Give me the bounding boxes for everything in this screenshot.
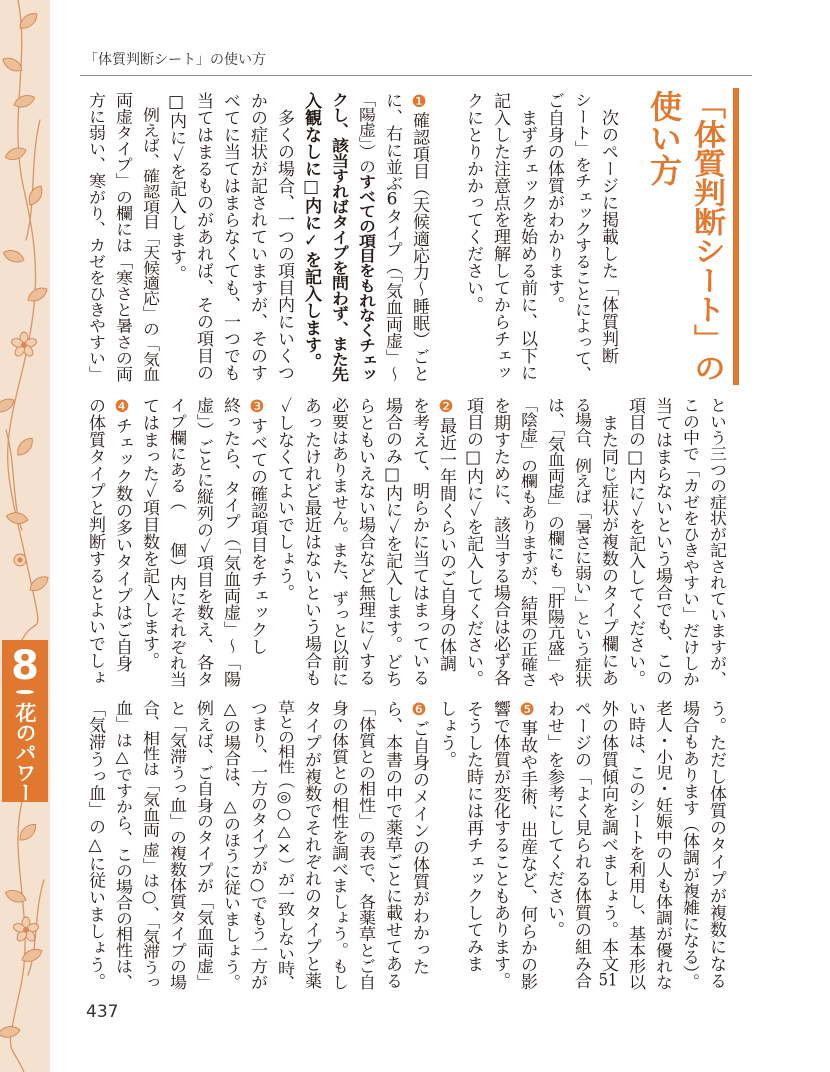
text-column (135, 397, 162, 689)
text-column (567, 700, 594, 992)
text-column (702, 397, 729, 687)
text-run: る場合、例えば「暑さに弱い」という症状 (571, 397, 591, 687)
upright-number: 51 (598, 972, 618, 989)
text-column (81, 92, 108, 382)
chapter-title: 花のパワー (13, 702, 37, 803)
text-column (702, 700, 729, 992)
text-run: 「体質との相性」の表で、各薬草とご自 (355, 700, 375, 990)
emphasis-text: すべての項目をもれなくチェッ (355, 173, 375, 382)
text-column (270, 700, 297, 991)
text-run: 必要はありません。また、ずっと以前に (328, 397, 348, 687)
text-column (270, 397, 297, 689)
text-column (189, 397, 216, 688)
page-number: 437 (86, 1002, 119, 1022)
text-column (351, 92, 378, 382)
text-run: 場合もあります（体調が複雑になる）。 (679, 700, 699, 991)
text-run: タイプが複数でそれぞれのタイプと薬 (301, 700, 321, 989)
text-column (432, 397, 459, 689)
text-run: すべての確認項目をチェックし (247, 417, 267, 655)
text-run: 外の体質傾向を調べましょう。本文 (598, 700, 618, 972)
text-column (378, 92, 405, 383)
text-run: 項目の□内に✓を記入してください。 (463, 397, 483, 688)
text-column (405, 92, 432, 382)
text-run: 事故や手術、出産など、何らかの影 (517, 719, 537, 991)
running-header: 「体質判断シート」の使い方 (84, 52, 266, 68)
text-column (459, 92, 486, 384)
text-column (216, 397, 243, 688)
text-run: に、右に並ぶ (382, 92, 402, 192)
emphasis-text: クし、該当すればタイプを問わず、また先 (328, 92, 348, 382)
text-column (81, 397, 108, 689)
text-run: べてに当てはまらなくても、一つでも (220, 92, 240, 381)
item-number: ❺ (517, 700, 537, 720)
text-run: 身の体質との相性を調べましょう。もし (328, 700, 348, 990)
text-tier-middle (81, 397, 729, 689)
text-run: 例えば、ご自身のタイプが「気血両虚」 (193, 700, 213, 990)
text-run: しょう。 (436, 700, 456, 768)
text-run: 両虚タイプ」の欄には「寒さと暑さの両 (112, 92, 132, 382)
text-run: ら、本書の中で薬草ごとに載せてある (382, 700, 402, 989)
text-column (189, 92, 216, 384)
text-run: ✓しなくてよいでしょう。 (274, 397, 294, 601)
text-column (378, 700, 405, 992)
item-number: ❹ (112, 397, 132, 417)
text-run: 次のページに掲載した「体質判断 (598, 92, 618, 364)
text-run: チェック数の多いタイプはご自身 (112, 417, 132, 672)
text-tier-top (81, 92, 621, 384)
text-column (675, 700, 702, 991)
text-column (513, 700, 540, 990)
text-column (648, 700, 675, 990)
text-column (108, 397, 135, 689)
text-run: まずチェックを始める前に、以下に (517, 92, 537, 381)
text-run: そうした時には再チェックしてみま (463, 700, 483, 972)
text-run: 記入した注意点を理解してからチェッ (490, 92, 510, 381)
text-run: う。ただし体質のタイプが複数になる (706, 700, 726, 989)
text-column (513, 397, 540, 687)
text-run: てはまった✓項目数を記入します。 (139, 397, 159, 669)
blank-column (432, 92, 459, 384)
text-run: 最近一年間くらいのご自身の体調 (436, 417, 456, 672)
text-column (243, 700, 270, 990)
text-column (216, 700, 243, 991)
text-run: 当てはまらないという場合でも、この (652, 397, 672, 686)
text-column (189, 700, 216, 990)
item-number: ❸ (247, 397, 267, 417)
text-run: 当てはまるものがあれば、その項目の (193, 92, 213, 381)
text-run: 老人・小児・妊娠中の人も体調が優れな (652, 700, 672, 990)
text-column (675, 397, 702, 687)
text-column (216, 92, 243, 384)
text-column (162, 700, 189, 990)
text-tier-bottom (81, 700, 729, 992)
text-run: あったけれど最近はないという場合も (301, 397, 321, 686)
text-run: ページの「よく見られる体質の組み合 (571, 700, 591, 989)
text-column (567, 92, 594, 382)
text-run: わせ」を参考にしてください。 (544, 700, 564, 938)
text-column (405, 397, 432, 689)
text-column (621, 700, 648, 990)
text-run: 多くの場合、一つの項目内にいくつ (274, 92, 294, 381)
text-run: ご自身のメインの体質がわかった (409, 720, 429, 975)
text-run: 響で体質が変化することもあります。 (490, 700, 510, 989)
header-rule (80, 75, 752, 76)
text-run: 終ったら、タイプ（「気血両虚」～「陽 (220, 397, 240, 688)
text-column (621, 397, 648, 687)
text-column (567, 397, 594, 687)
text-run: らともいえない場合など無理に✓する (355, 397, 375, 686)
text-column (351, 700, 378, 990)
text-column (324, 700, 351, 990)
text-column (540, 700, 567, 992)
item-number: ❻ (409, 700, 429, 720)
text-column (297, 700, 324, 992)
text-column (648, 397, 675, 689)
text-run: を期すために、該当する場合は必ず各 (490, 397, 510, 686)
circle-bullet-icon (16, 690, 34, 694)
text-run: 「気滞うっ血」の△に従いましょう。 (85, 700, 105, 991)
text-run: イプ欄にある（ 個）内にそれぞれ当 (166, 397, 186, 687)
text-run: という三つの症状が記されていますが、 (706, 397, 726, 687)
text-column (135, 700, 162, 991)
text-column (540, 92, 567, 384)
heading-line-2: 使い方 (645, 90, 683, 186)
text-column (243, 397, 270, 689)
text-run: △の場合は、△のほうに従いましょう。 (220, 700, 240, 991)
text-column (594, 700, 621, 992)
text-column (108, 700, 135, 990)
text-column (297, 92, 324, 384)
text-column (378, 397, 405, 687)
emphasis-text: 入観なしに□内に✓を記入します。 (301, 92, 321, 370)
text-column (351, 397, 378, 689)
text-column (594, 92, 621, 384)
text-column (81, 700, 108, 990)
text-run: ご自身の体質がわかります。 (544, 92, 564, 313)
text-column (297, 397, 324, 689)
upright-number: 6 (386, 191, 398, 209)
text-column (486, 700, 513, 992)
text-column (405, 700, 432, 992)
text-column (459, 397, 486, 687)
text-column (270, 92, 297, 384)
text-run: 方に弱い、寒がり、カゼをひきやすい」 (85, 92, 105, 382)
text-run: 血」は△ですから、この場合の相性は、 (112, 700, 132, 990)
text-run: 例えば、確認項目「天候適応」の「気血 (139, 92, 159, 382)
text-column (162, 92, 189, 384)
text-run: シート」をチェックすることによって、 (571, 92, 591, 382)
text-column (513, 92, 540, 384)
text-run: を考えて、明らかに当てはまっている (409, 397, 429, 686)
text-column (324, 397, 351, 687)
text-run: 確認項目（天候適応力～睡眠）ごと (409, 111, 429, 383)
text-run: 場合のみ□内に✓を記入します。どち (382, 397, 402, 688)
text-run: 「陽虚」）の (355, 92, 375, 174)
text-run: は、「気血両虚」の欄にも「肝陽亢盛」や (544, 397, 564, 688)
item-number: ❷ (436, 397, 456, 417)
text-run: 草との相性（◎○△×）が一致しない時、 (274, 700, 294, 991)
text-run: また同じ症状が複数のタイプ欄にあ (598, 397, 618, 686)
heading-line-1: 「体質判断シート」の (689, 90, 727, 382)
text-run: かの症状が記されていますが、そのす (247, 92, 267, 381)
heading-accent-bar (733, 88, 739, 385)
text-column (162, 397, 189, 687)
text-column (486, 397, 513, 689)
chapter-number: 8 (11, 643, 39, 689)
botanical-border-icon (0, 0, 50, 1072)
text-run: の体質タイプと判断するとよいでしょ (85, 397, 105, 686)
text-run: 合、相性は「気血両 虚」は○、「気滞うっ (139, 700, 159, 991)
text-run: この中で「カゼをひきやすい」だけしか (679, 397, 699, 687)
text-run: クにとりかかってください。 (463, 92, 483, 313)
text-column (459, 700, 486, 992)
text-column (540, 397, 567, 688)
text-column (594, 397, 621, 689)
text-column (432, 700, 459, 992)
text-run: 「陰虚」の欄もありますが、結果の正確さ (517, 397, 537, 687)
text-column (324, 92, 351, 382)
text-column (243, 92, 270, 384)
text-run: い時は、このシートを利用し、基本形以 (625, 700, 645, 990)
item-number: ❶ (409, 92, 429, 112)
text-column (135, 92, 162, 382)
text-column (486, 92, 513, 384)
chapter-tab (2, 640, 48, 802)
text-run: つまり、一方のタイプが○でもう一方が (247, 700, 267, 990)
text-run: □内に✓を記入します。 (166, 92, 186, 282)
text-run: 項目の□内に✓を記入してください。 (625, 397, 645, 688)
text-run: タイプ（「気血両虚」～ (382, 208, 402, 383)
text-run: 虚」）ごとに縦列の✓項目を数え、各タ (193, 397, 213, 688)
section-heading (638, 90, 730, 385)
text-column (108, 92, 135, 382)
text-run: と「気滞うっ血」の複数体質タイプの場 (166, 700, 186, 990)
